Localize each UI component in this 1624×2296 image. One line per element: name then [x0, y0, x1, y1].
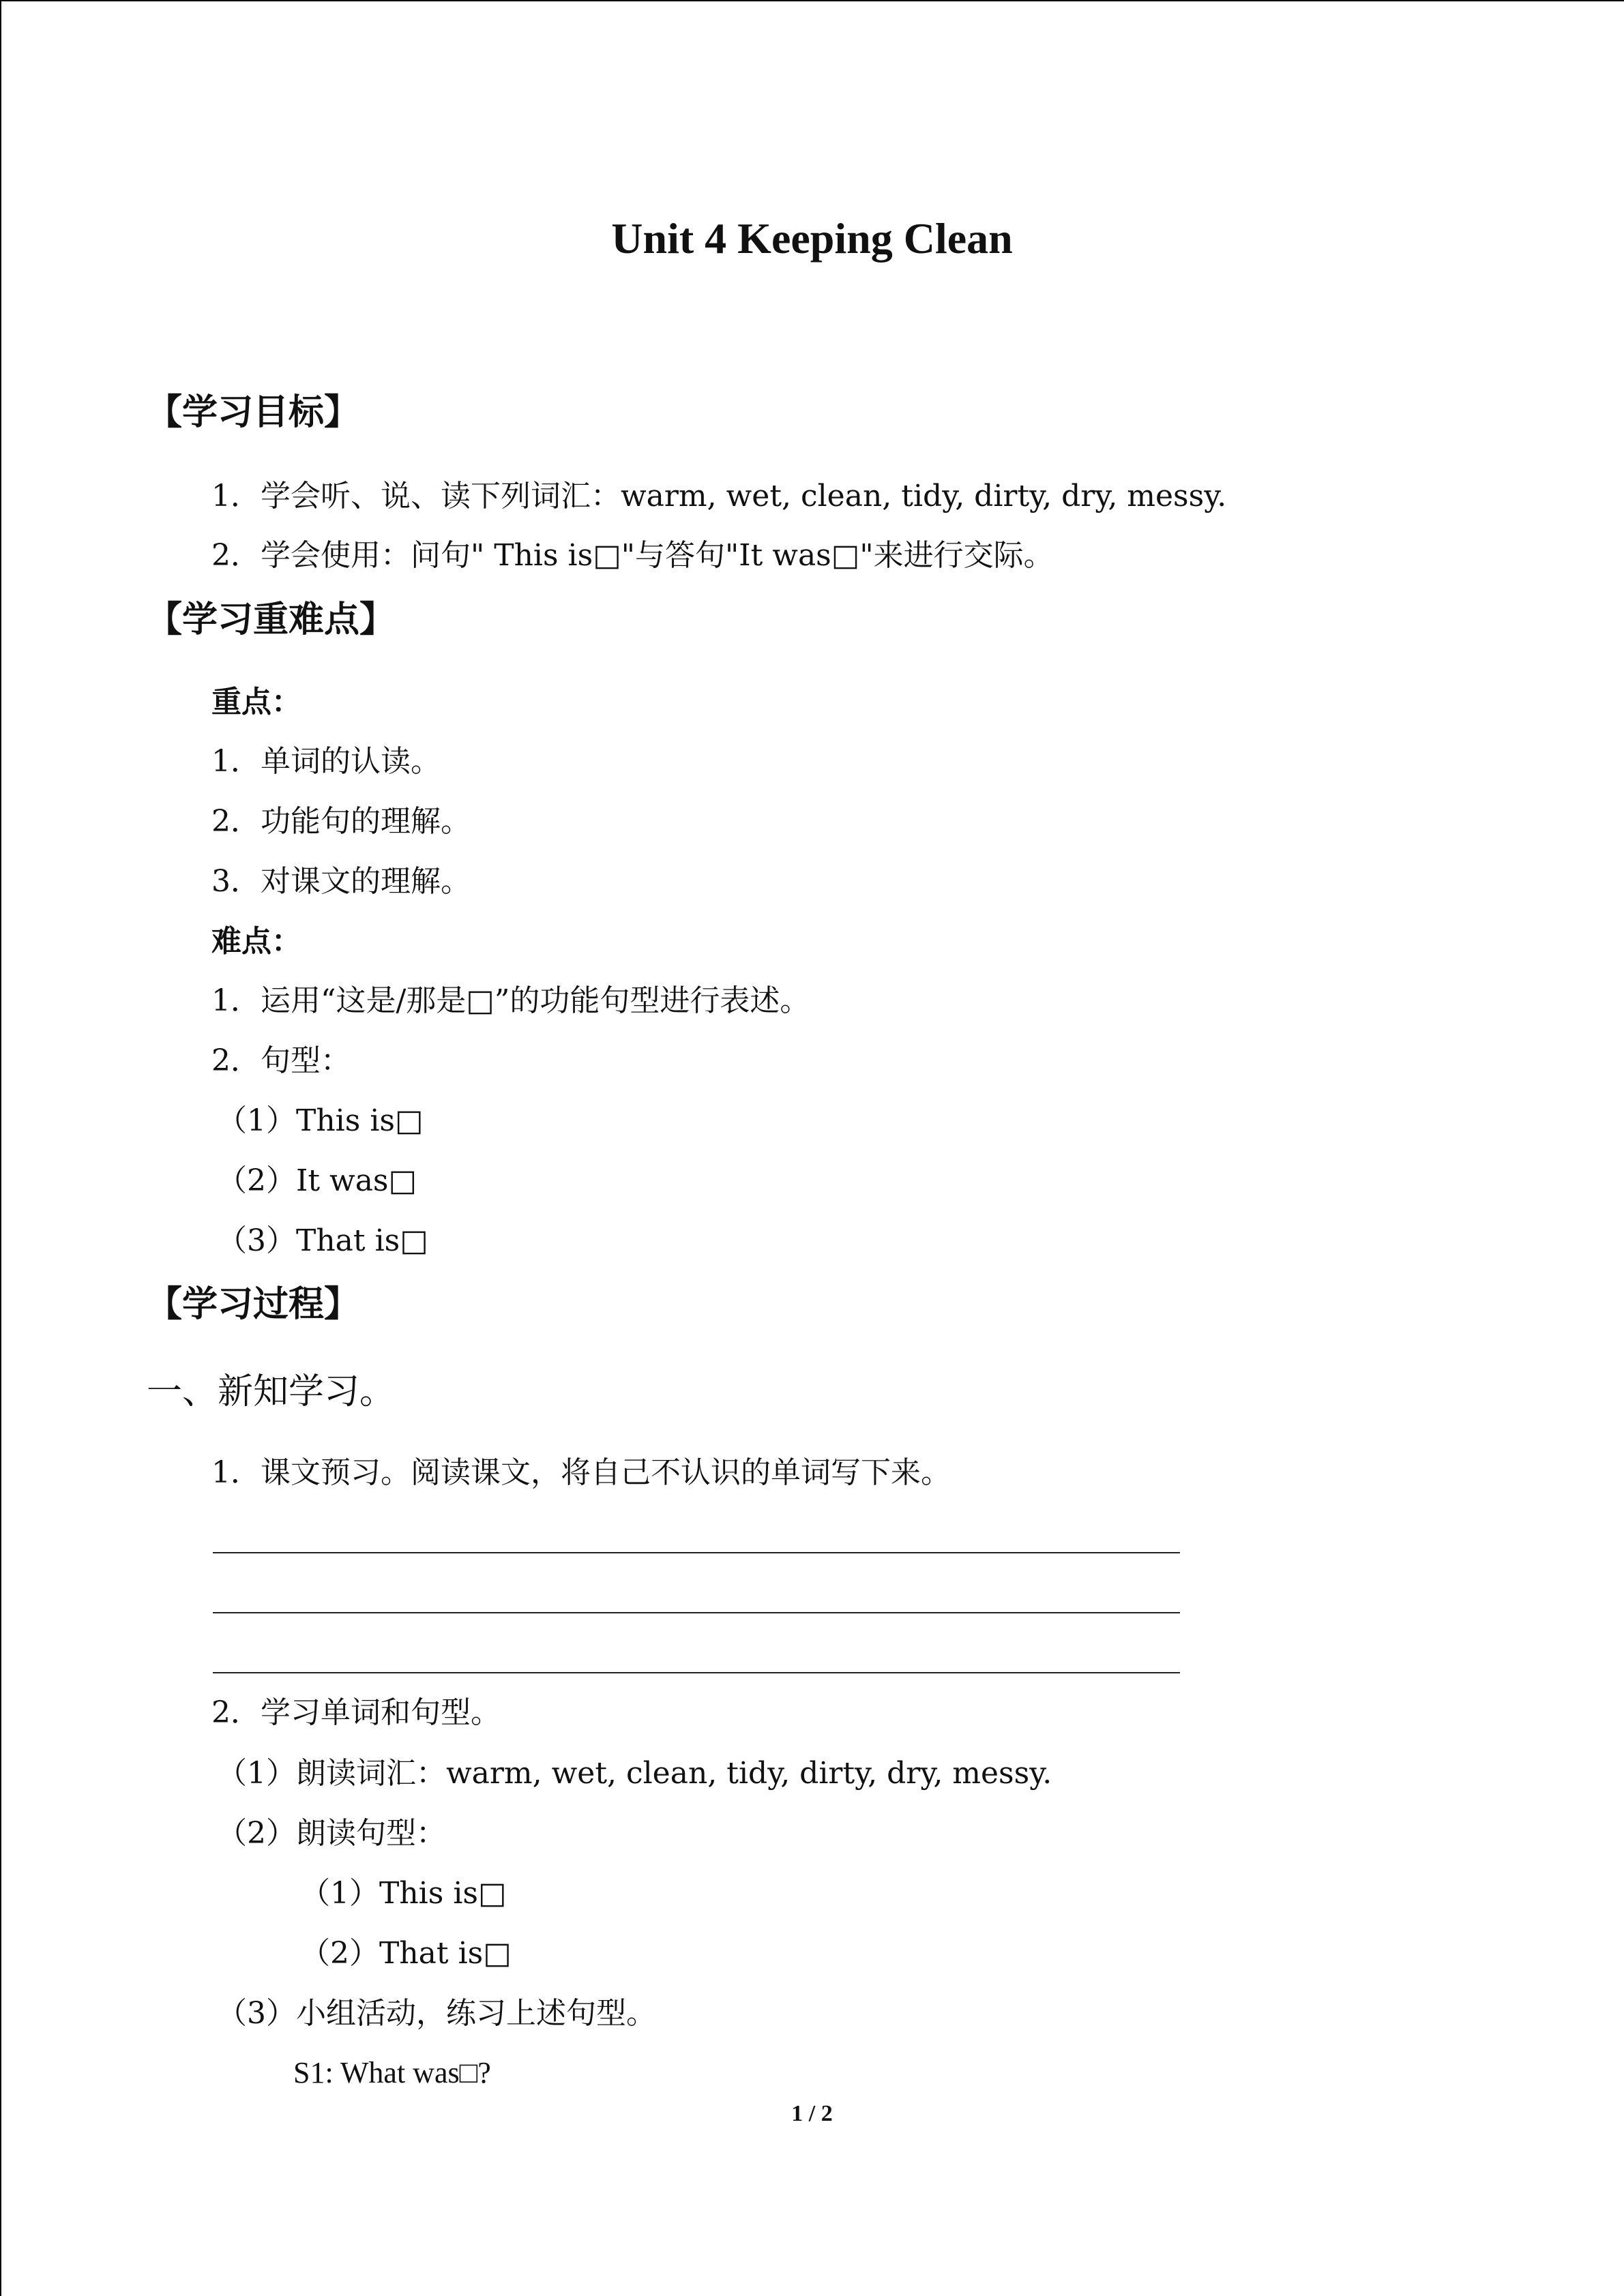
difficulty-item-2: 2．句型： — [211, 1043, 351, 1078]
read-pattern-2: （2）That is□ — [300, 1936, 512, 1971]
sub-item-2: （2）朗读句型： — [217, 1816, 446, 1851]
part-one-title: 一、新知学习。 — [147, 1371, 396, 1412]
pattern-item-2: （2）It was□ — [217, 1163, 417, 1198]
focus-label: 重点： — [211, 685, 301, 719]
document-title: Unit 4 Keeping Clean — [611, 214, 1013, 263]
objective-item-2: 2．学会使用：问句" This is□"与答句"It was□"来进行交际。 — [211, 538, 1054, 573]
heading-process: 【学习过程】 — [147, 1284, 360, 1325]
pattern-item-1: （1）This is□ — [217, 1103, 424, 1138]
answer-line-3[interactable] — [213, 1672, 1180, 1673]
focus-item-3: 3．对课文的理解。 — [211, 864, 471, 899]
dialog-line: S1: What was□? — [293, 2056, 491, 2089]
step-two: 2．学习单词和句型。 — [211, 1695, 501, 1730]
focus-item-2: 2．功能句的理解。 — [211, 804, 471, 839]
answer-line-2[interactable] — [213, 1612, 1180, 1613]
heading-key-points: 【学习重难点】 — [147, 599, 396, 640]
difficulty-item-1: 1．运用“这是/那是□”的功能句型进行表述。 — [211, 983, 810, 1018]
answer-line-1[interactable] — [213, 1552, 1180, 1553]
objective-item-1: 1．学会听、说、读下列词汇：warm, wet, clean, tidy, dirty, dry, messy. — [211, 479, 1227, 513]
sub-item-1: （1）朗读词汇：warm, wet, clean, tidy, dirty, dry, messy. — [217, 1756, 1052, 1791]
step-one: 1．课文预习。阅读课文，将自己不认识的单词写下来。 — [211, 1455, 951, 1490]
read-pattern-1: （1）This is□ — [300, 1876, 507, 1911]
pattern-item-3: （3）That is□ — [217, 1223, 428, 1258]
page-number: 1 / 2 — [791, 2101, 833, 2126]
focus-item-1: 1．单词的认读。 — [211, 744, 441, 779]
group-activity: （3）小组活动，练习上述句型。 — [217, 1996, 656, 2031]
heading-objectives: 【学习目标】 — [147, 392, 360, 433]
difficulty-label: 难点： — [211, 924, 301, 959]
